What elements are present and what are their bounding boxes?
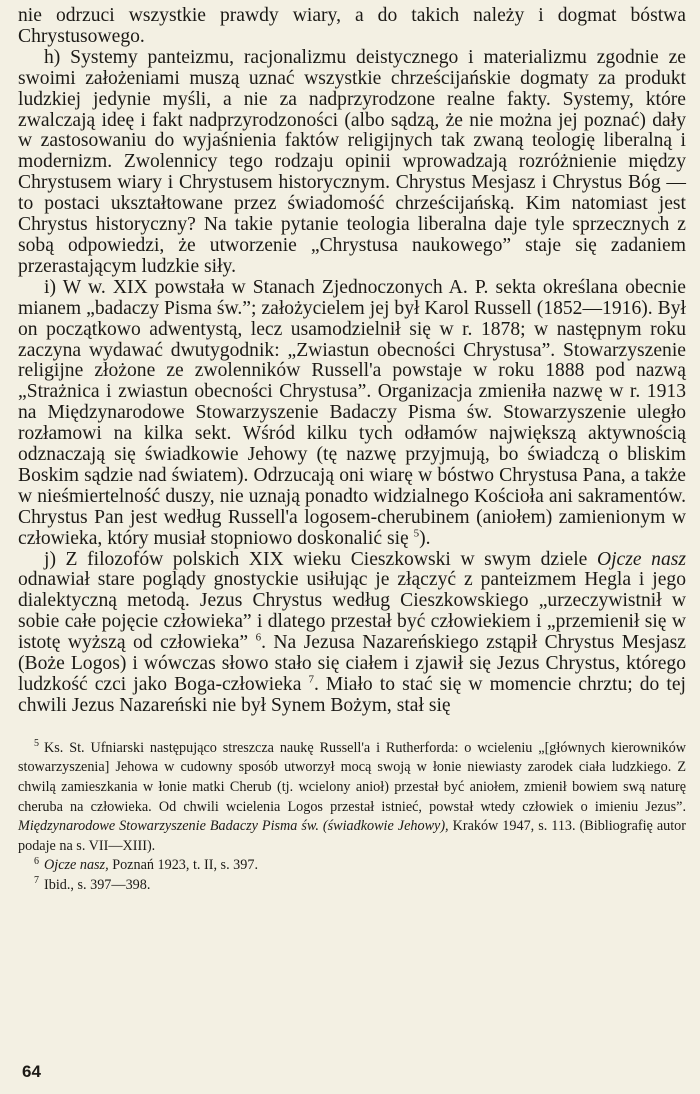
work-title-ojcze-nasz: Ojcze nasz (596, 548, 686, 570)
footnote-mark: 6 (34, 855, 39, 867)
footnote-ref-5: 5 (413, 527, 420, 540)
paragraph-j-text-b: odnawiał stare poglądy gnostyckie usiłując je złączyć z panteizmem Hegla i jego dialektyczną metodą. Jezus Chrystus według Cieszkowskiego „urzeczywistnił w sobie całe pojęcie człowieka” i dlatego przestał być człowiekiem i „przemienił się w istotę wyższą od człowieka” (18, 569, 686, 654)
paragraph-j-text-c: . Na Jezusa Nazareńskiego zstąpił Chrystus Mesjasz (Boże Logos) i wówczas słowo stało się ciałem i zjawił się Jezus Chrystus, którego ludzkość czci jako Boga-człowieka (18, 632, 686, 695)
paragraph-j-text-d: . Miało to stać się w momencie chrztu; do tej chwili Jezus Nazareński nie był Synem Bożym, stał się (18, 674, 686, 716)
footnote-text: Ibid., s. 397—398. (44, 876, 151, 893)
footnote-mark: 7 (34, 875, 39, 887)
footnote-text: Ks. St. Ufniarski następująco streszcza naukę Russell'a i Rutherforda: o wcieleniu „[głównych kierowników stowarzyszenia] Jehowa w cudowny sposób utworzył mocą swoją w łonie niewiasty zarodek ciała ludzkiego. Z chwilą zamieszkania w łonie matki Cherub (tj. wcielony anioł) przestał być aniołem, zmienił bowiem swą naturę cheruba na człowieka. Od chwili wcielenia Logos przestał istnieć, powstał wtedy człowiek o imieniu Jezus”. (18, 739, 686, 815)
paragraph-i-text: i) W w. XIX powstała w Stanach Zjednoczonych A. P. sekta określana obecnie mianem „badaczy Pisma św.”; założycielem jej był Karol Russell (1852—1916). Był on początkowo adwentystą, lecz usamodzielnił się w r. 1878; w następnym roku zaczyna wydawać dwutygodnik: „Zwiastun obecności Chrystusa”. Stowarzyszenie religijne złożone ze zwolenników Russell'a powstaje w roku 1888 pod nazwą „Strażnica i zwiastun obecności Chrystusa”. Organizacja zmieniła nazwę w r. 1913 na Międzynarodowe Stowarzyszenie Badaczy Pisma św. Stowarzyszenie uległo rozłamowi na kilka sekt. Wśród kilku tych odłamów największą aktywnością odznaczają się świadkowie Jehowy (tę nazwę przyjmują, bo świadczą o bliskim Boskim sądzie nad światem). Odrzucają oni wiarę w bóstwo Chrystusa Pana, a także w nieśmiertelność duszy, nie uznają ponadto widzialnego Kościoła ani sakramentów. Chrystus Pan jest według Russell'a logosem-cherubinem (aniołem) zamienionym w człowieka, który musiał stopniowo doskonalić się (18, 276, 686, 549)
paragraph-j (18, 550, 686, 717)
footnote-text-end: Kraków 1947, s. 113. (Bibliografię autor podaje na s. VII—XIII). (18, 818, 686, 854)
footnote-ref-6: 6 (255, 631, 262, 644)
footnote-7 (18, 876, 686, 896)
paragraph-j-text-a: j) Z filozofów polskich XIX wieku Cieszkowski w swym dziele (44, 548, 597, 570)
paragraph-i (18, 278, 686, 550)
paragraph-i-end: ). (419, 527, 431, 549)
footnotes (18, 739, 686, 896)
footnote-6 (18, 856, 686, 876)
paragraph-continuation: nie odrzuci wszystkie prawdy wiary, a do takich należy i dogmat bóstwa Chrystusowego. (18, 5, 686, 47)
footnote-italic: Ojcze nasz, (44, 857, 109, 874)
paragraph-h: h) Systemy panteizmu, racjonalizmu deistycznego i materializmu zgodnie ze swoimi założeniami muszą uznać wszystkie chrześcijańskie dogmaty za produkt ludzkiej jedynie myśli, a nie za nadprzyrodzone realne fakty. Systemy, które zwalczają ideę i fakt nadprzyrodzoności (albo sądzą, że nie można jej poznać) dały w zastosowaniu do wyjaśnienia faktów religijnych tak zwaną teologię liberalną i modernizm. Zwolennicy tego rodzaju opinii wprowadzają rozróżnienie między Chrystusem wiary i Chrystusem historycznym. Chrystus Mesjasz i Chrystus Bóg — to postaci ukształtowane przez świadomość chrześcijańską. Kim natomiast jest Chrystus historyczny? Na takie pytanie teologia liberalna daje tyle sprzecznych z sobą odpowiedzi, że utworzenie „Chrystusa naukowego” staje się zadaniem przerastającym ludzkie siły. (18, 46, 686, 277)
footnote-ref-7: 7 (308, 673, 314, 686)
main-text (18, 6, 686, 717)
footnote-italic: Międzynarodowe Stowarzyszenie Badaczy Pisma św. (świadkowie Jehowy), (18, 818, 449, 835)
footnote-mark: 5 (34, 738, 39, 750)
footnote-5 (18, 739, 686, 857)
footnote-text-end: Poznań 1923, t. II, s. 397. (108, 857, 258, 874)
page-number: 64 (22, 1062, 41, 1081)
